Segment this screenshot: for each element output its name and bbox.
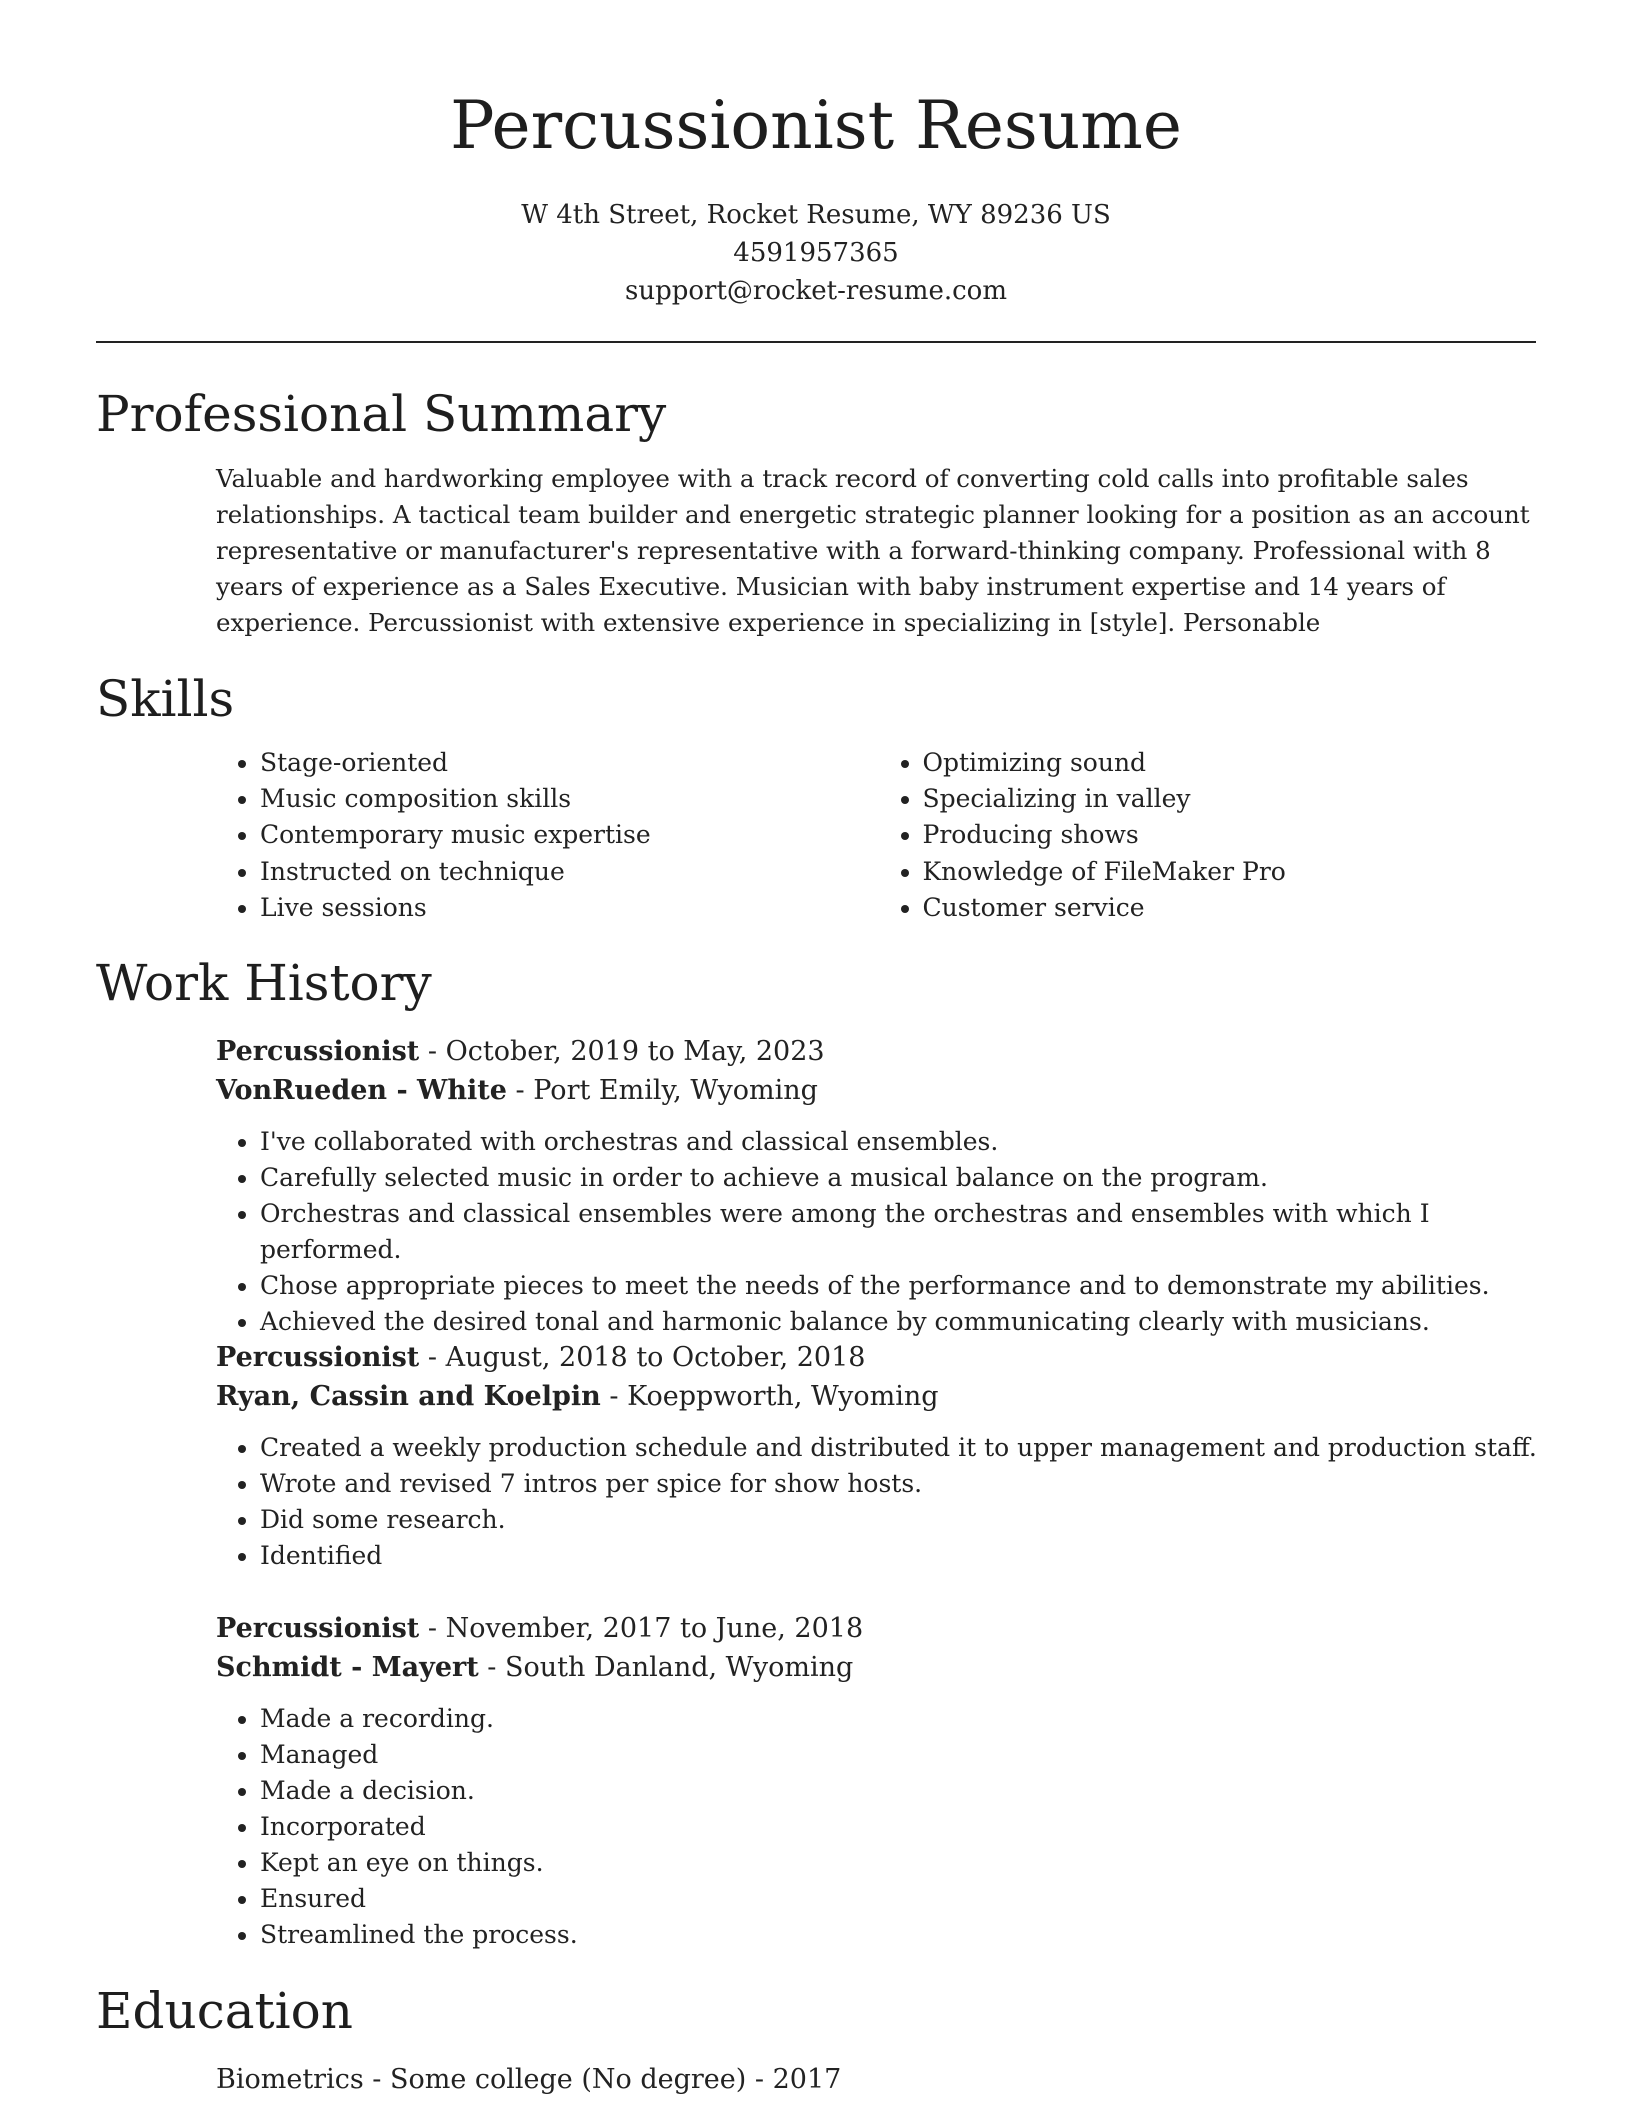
skill-item: • Contemporary music expertise bbox=[260, 817, 879, 853]
contact-info bbox=[0, 196, 1632, 310]
list-item: • Made a decision. bbox=[260, 1773, 1541, 1809]
education-entry bbox=[216, 2060, 1541, 2099]
education-heading: Education bbox=[96, 1982, 353, 2040]
list-item: • Achieved the desired tonal and harmonic balance by communicating clearly with musicians. bbox=[260, 1304, 1541, 1340]
skill-item: • Stage-oriented bbox=[260, 745, 879, 781]
job-company: VonRueden - White bbox=[216, 1075, 507, 1106]
job-location: Koeppworth, Wyoming bbox=[627, 1381, 939, 1412]
job-company-line: Schmidt - Mayert - South Danland, Wyoming bbox=[216, 1652, 854, 1683]
skill-item: • Instructed on technique bbox=[260, 854, 879, 890]
job-dates: August, 2018 to October, 2018 bbox=[445, 1342, 866, 1373]
list-item: • Orchestras and classical ensembles were among the orchestras and ensembles with which I performed. bbox=[260, 1196, 1541, 1268]
header-divider bbox=[96, 341, 1536, 343]
job-title-line: Percussionist - August, 2018 to October, 2018 bbox=[216, 1342, 866, 1373]
job-company: Schmidt - Mayert bbox=[216, 1652, 479, 1683]
job-bullets bbox=[216, 1701, 1541, 1953]
list-item: • Made a recording. bbox=[260, 1701, 1541, 1737]
job-dates: October, 2019 to May, 2023 bbox=[445, 1036, 825, 1067]
job-entry bbox=[216, 1609, 1541, 1953]
list-item: • Chose appropriate pieces to meet the needs of the performance and to demonstrate my abilities. bbox=[260, 1268, 1541, 1304]
job-location: Port Emily, Wyoming bbox=[533, 1075, 818, 1106]
job-title-line: Percussionist - October, 2019 to May, 2023 bbox=[216, 1036, 825, 1067]
skill-item: • Knowledge of FileMaker Pro bbox=[923, 854, 1542, 890]
skill-item: • Customer service bbox=[923, 890, 1542, 926]
skill-item: • Live sessions bbox=[260, 890, 879, 926]
job-bullets bbox=[216, 1124, 1541, 1340]
list-item: • Kept an eye on things. bbox=[260, 1845, 1541, 1881]
list-item: • Identified bbox=[260, 1538, 1541, 1574]
skills-column-left bbox=[216, 745, 879, 926]
skills-list bbox=[216, 745, 1541, 926]
list-item: • Did some research. bbox=[260, 1502, 1541, 1538]
list-item: • Ensured bbox=[260, 1881, 1541, 1917]
job-title: Percussionist bbox=[216, 1613, 420, 1644]
skills-heading: Skills bbox=[96, 670, 235, 728]
job-title-line: Percussionist - November, 2017 to June, 2018 bbox=[216, 1613, 864, 1644]
list-item: • Streamlined the process. bbox=[260, 1917, 1541, 1953]
list-item: • Created a weekly production schedule and distributed it to upper management and production staff. bbox=[260, 1430, 1541, 1466]
job-company: Ryan, Cassin and Koelpin bbox=[216, 1381, 601, 1412]
job-title: Percussionist bbox=[216, 1342, 420, 1373]
work-history-heading: Work History bbox=[96, 954, 432, 1012]
job-company-line: Ryan, Cassin and Koelpin - Koeppworth, Wyoming bbox=[216, 1381, 939, 1412]
job-title: Percussionist bbox=[216, 1036, 420, 1067]
job-dates: November, 2017 to June, 2018 bbox=[445, 1613, 864, 1644]
job-entry bbox=[216, 1338, 1541, 1574]
address-text: W 4th Street, Rocket Resume, WY 89236 US bbox=[521, 200, 1111, 230]
phone-text: 4591957365 bbox=[733, 238, 899, 268]
job-location: South Danland, Wyoming bbox=[505, 1652, 854, 1683]
list-item: • I've collaborated with orchestras and classical ensembles. bbox=[260, 1124, 1541, 1160]
page-title: Percussionist Resume bbox=[450, 87, 1182, 164]
summary-text: Valuable and hardworking employee with a track record of converting cold calls into profitable sales relationships. A tactical team builder and energetic strategic planner looking for a position as an account representative or manufacturer's representative with a forward-thinking company. Professional with 8 years of experience as a Sales Executive. Musician with baby instrument expertise and 14 years of experience. Percussionist with extensive experience in specializing in [style]. Personable bbox=[216, 464, 1530, 637]
education-degree-line: Biometrics - Some college (No degree) - 2017 bbox=[216, 2064, 842, 2095]
list-item: • Wrote and revised 7 intros per spice for show hosts. bbox=[260, 1466, 1541, 1502]
job-company-line: VonRueden - White - Port Emily, Wyoming bbox=[216, 1075, 818, 1106]
skills-column-right bbox=[879, 745, 1542, 926]
skill-item: • Optimizing sound bbox=[923, 745, 1542, 781]
email-text: support@rocket-resume.com bbox=[624, 276, 1007, 306]
skill-item: • Music composition skills bbox=[260, 781, 879, 817]
list-item: • Incorporated bbox=[260, 1809, 1541, 1845]
skill-item: • Producing shows bbox=[923, 817, 1542, 853]
resume-header bbox=[0, 86, 1632, 310]
list-item: • Managed bbox=[260, 1737, 1541, 1773]
skill-item: • Specializing in valley bbox=[923, 781, 1542, 817]
job-bullets bbox=[216, 1430, 1541, 1574]
list-item: • Carefully selected music in order to achieve a musical balance on the program. bbox=[260, 1160, 1541, 1196]
job-entry bbox=[216, 1032, 1541, 1340]
summary-heading: Professional Summary bbox=[96, 385, 667, 443]
